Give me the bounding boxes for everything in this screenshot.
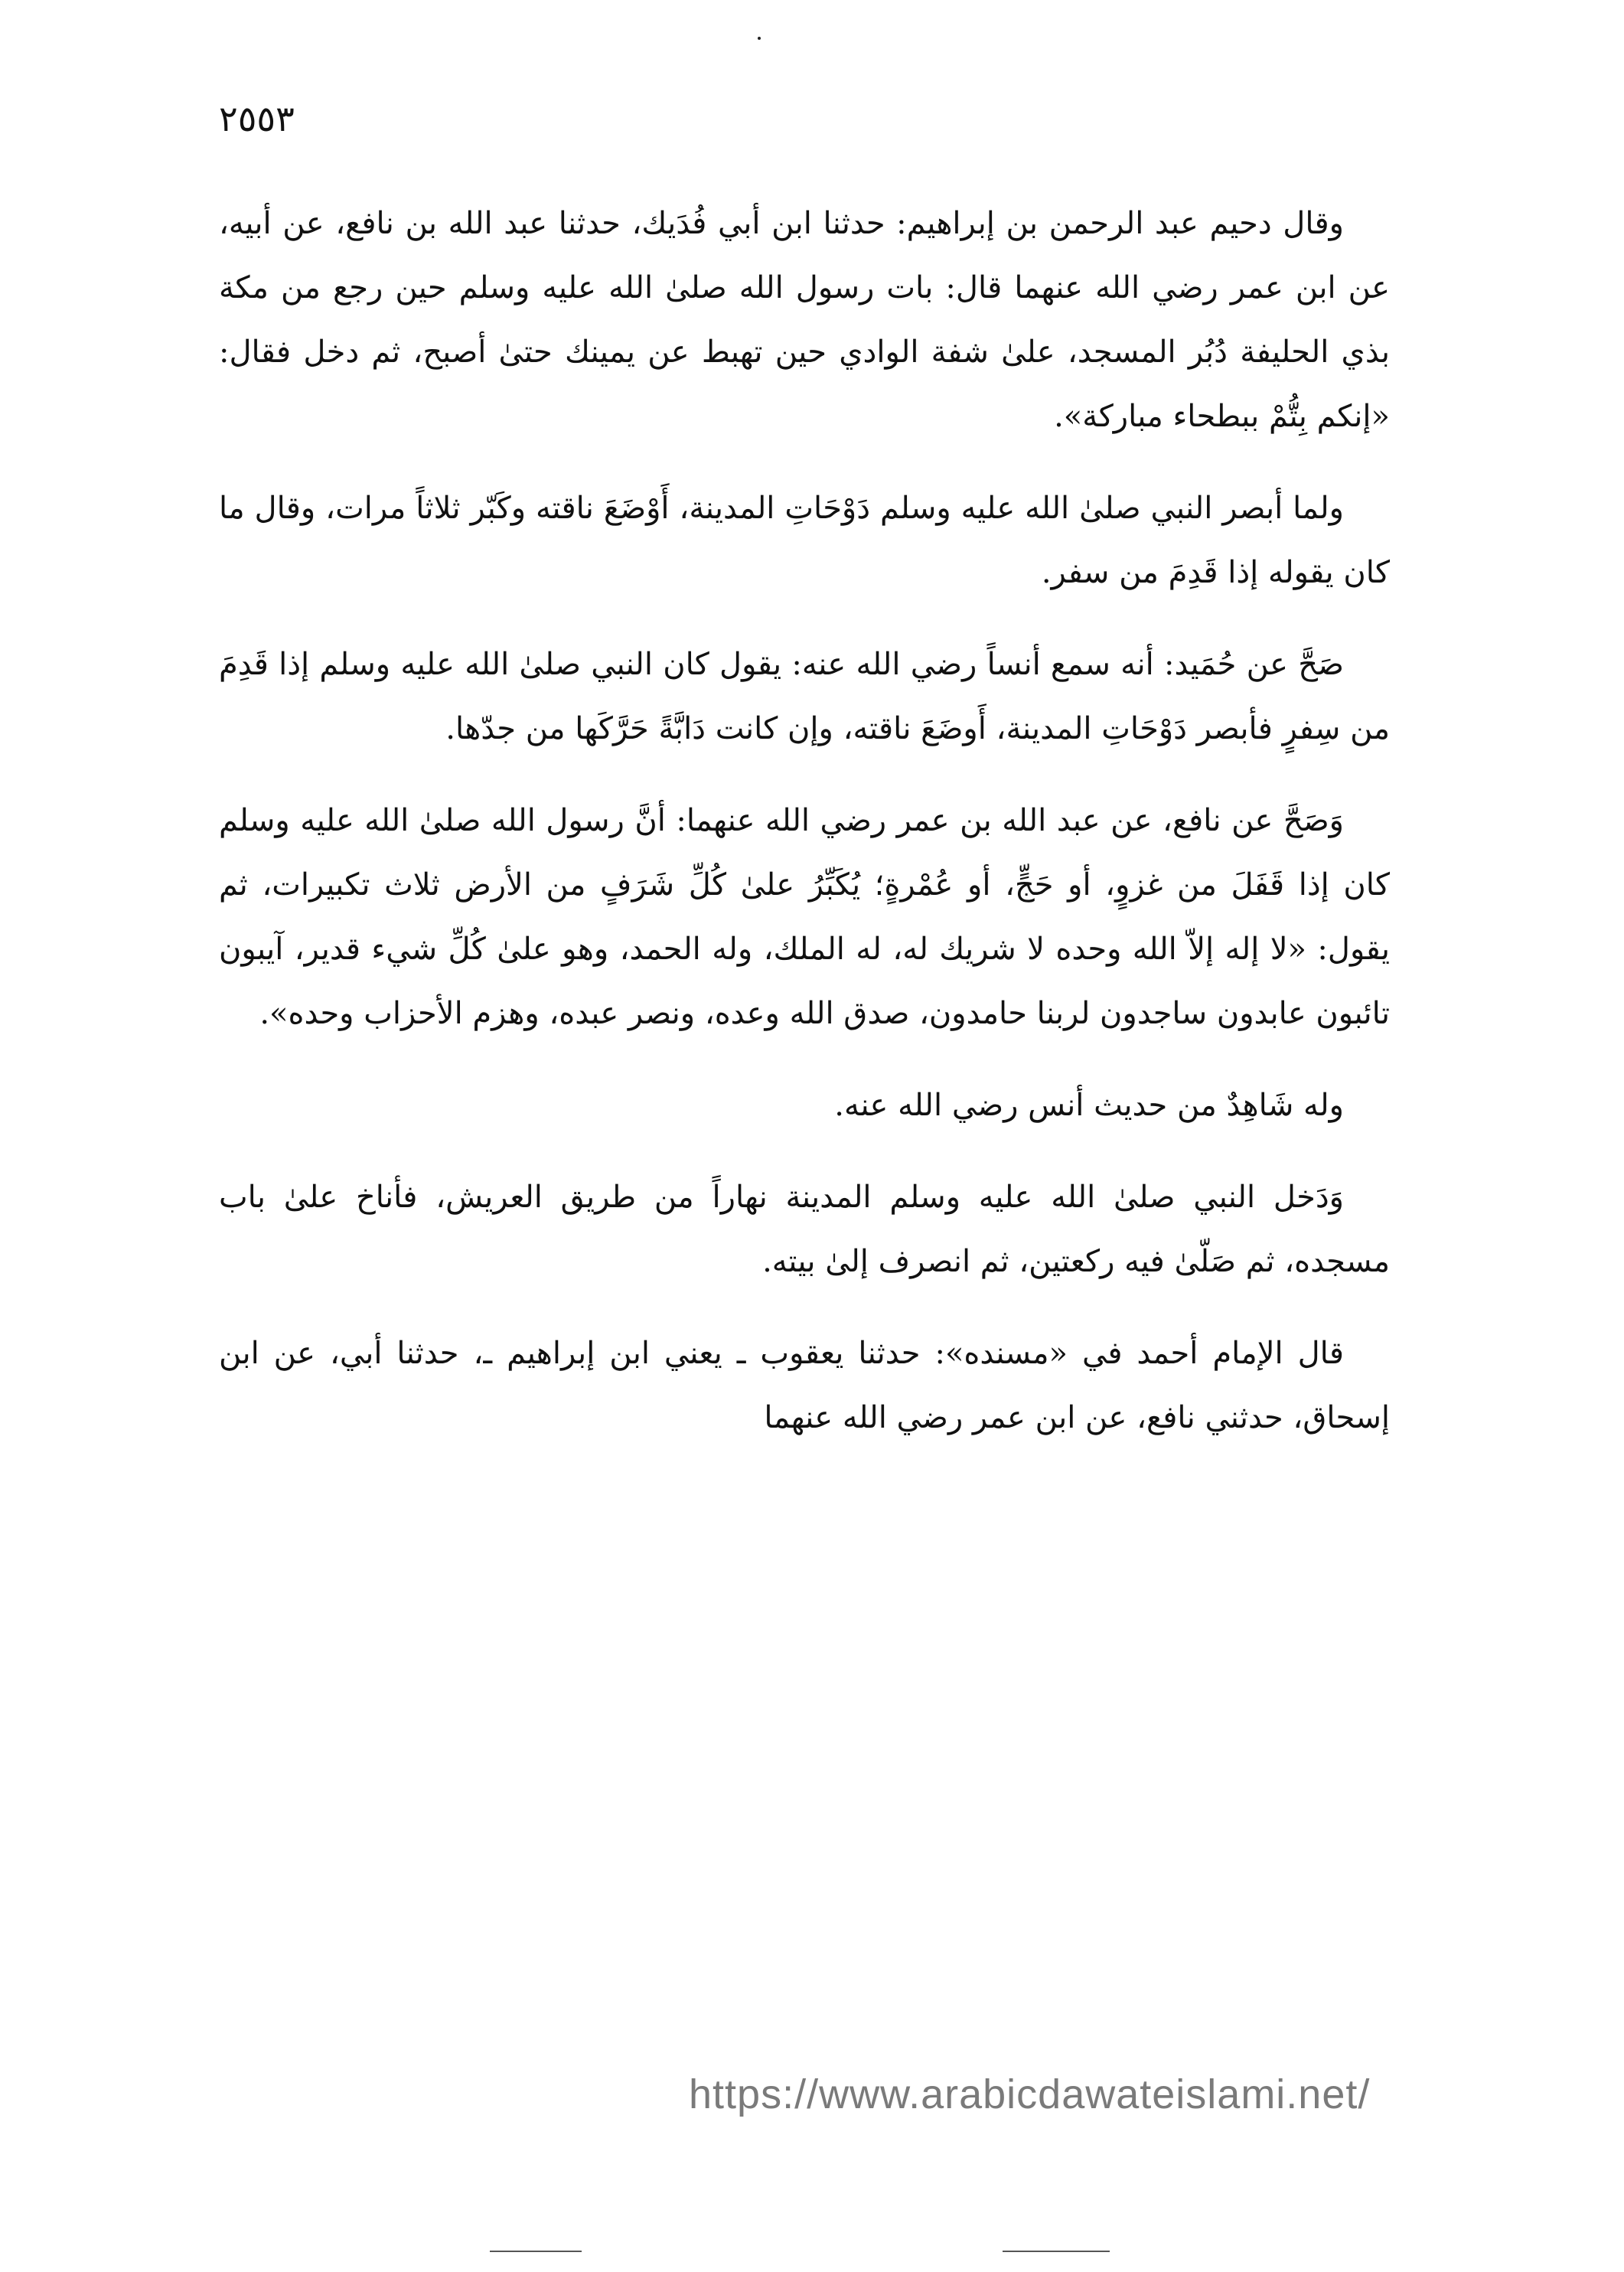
page-body — [219, 191, 1390, 1477]
paragraph-5: وله شَاهِدٌ من حديث أنس رضي الله عنه. — [834, 1088, 1344, 1123]
footer-rule-right — [1003, 2251, 1110, 2252]
paragraph-7: قال الإمام أحمد في «مسنده»: حدثنا يعقوب ـ يعني ابن إبراهيم ـ، حدثنا أبي، عن ابن إسحاق، حدثني نافع، عن ابن عمر رضي الله عنهما — [219, 1336, 1390, 1435]
scan-speck — [758, 37, 761, 40]
watermark-url: https://www.arabicdawateislami.net/ — [689, 2071, 1371, 2117]
paragraph-3: صَحَّ عن حُمَيد: أنه سمع أنساً رضي الله عنه: يقول كان النبي صلىٰ الله عليه وسلم إذا قَدِمَ من سِفرٍ فأبصر دَوْحَاتِ المدينة، أَوضَعَ ناقته، وإن كانت دَابَّةً حَرَّكَها من جدّها. — [219, 647, 1390, 746]
paragraph-4: وَصَحَّ عن نافع، عن عبد الله بن عمر رضي الله عنهما: أنَّ رسول الله صلىٰ الله عليه وسلم كان إذا قَفَلَ من غزوٍ، أو حَجٍّ، أو عُمْرةٍ؛ يُكَبِّرُ علىٰ كُلِّ شَرَفٍ من الأرض ثلاث تكبيرات، ثم يقول: «لا إله إلاّ الله وحده لا شريك له، له الملك، وله الحمد، وهو علىٰ كُلِّ شيء قدير، آيبون تائبون عابدون ساجدون لربنا حامدون، صدق الله وعده، ونصر عبده، وهزم الأحزاب وحده». — [219, 803, 1390, 1031]
page-number: ٢٥٥٣ — [219, 98, 295, 139]
paragraph-2: ولما أبصر النبي صلىٰ الله عليه وسلم دَوْحَاتِ المدينة، أَوْضَعَ ناقته وكَبّر ثلاثاً مرات، وقال ما كان يقوله إذا قَدِمَ من سفر. — [219, 491, 1390, 590]
paragraph-1: وقال دحيم عبد الرحمن بن إبراهيم: حدثنا ابن أبي فُدَيك، حدثنا عبد الله بن نافع، عن أبيه، عن ابن عمر رضي الله عنهما قال: بات رسول الله صلىٰ الله عليه وسلم حين رجع من مكة بذي الحليفة دُبُر المسجد، علىٰ شفة الوادي حين تهبط عن يمينك حتىٰ أصبح، ثم دخل فقال: «إنكم بِتُّمْ ببطحاء مباركة». — [219, 206, 1390, 434]
footer-rule-left — [490, 2251, 582, 2252]
paragraph-6: وَدَخل النبي صلىٰ الله عليه وسلم المدينة نهاراً من طريق العريش، فأناخ علىٰ باب مسجده، ثم صَلّىٰ فيه ركعتين، ثم انصرف إلىٰ بيته. — [219, 1180, 1390, 1279]
